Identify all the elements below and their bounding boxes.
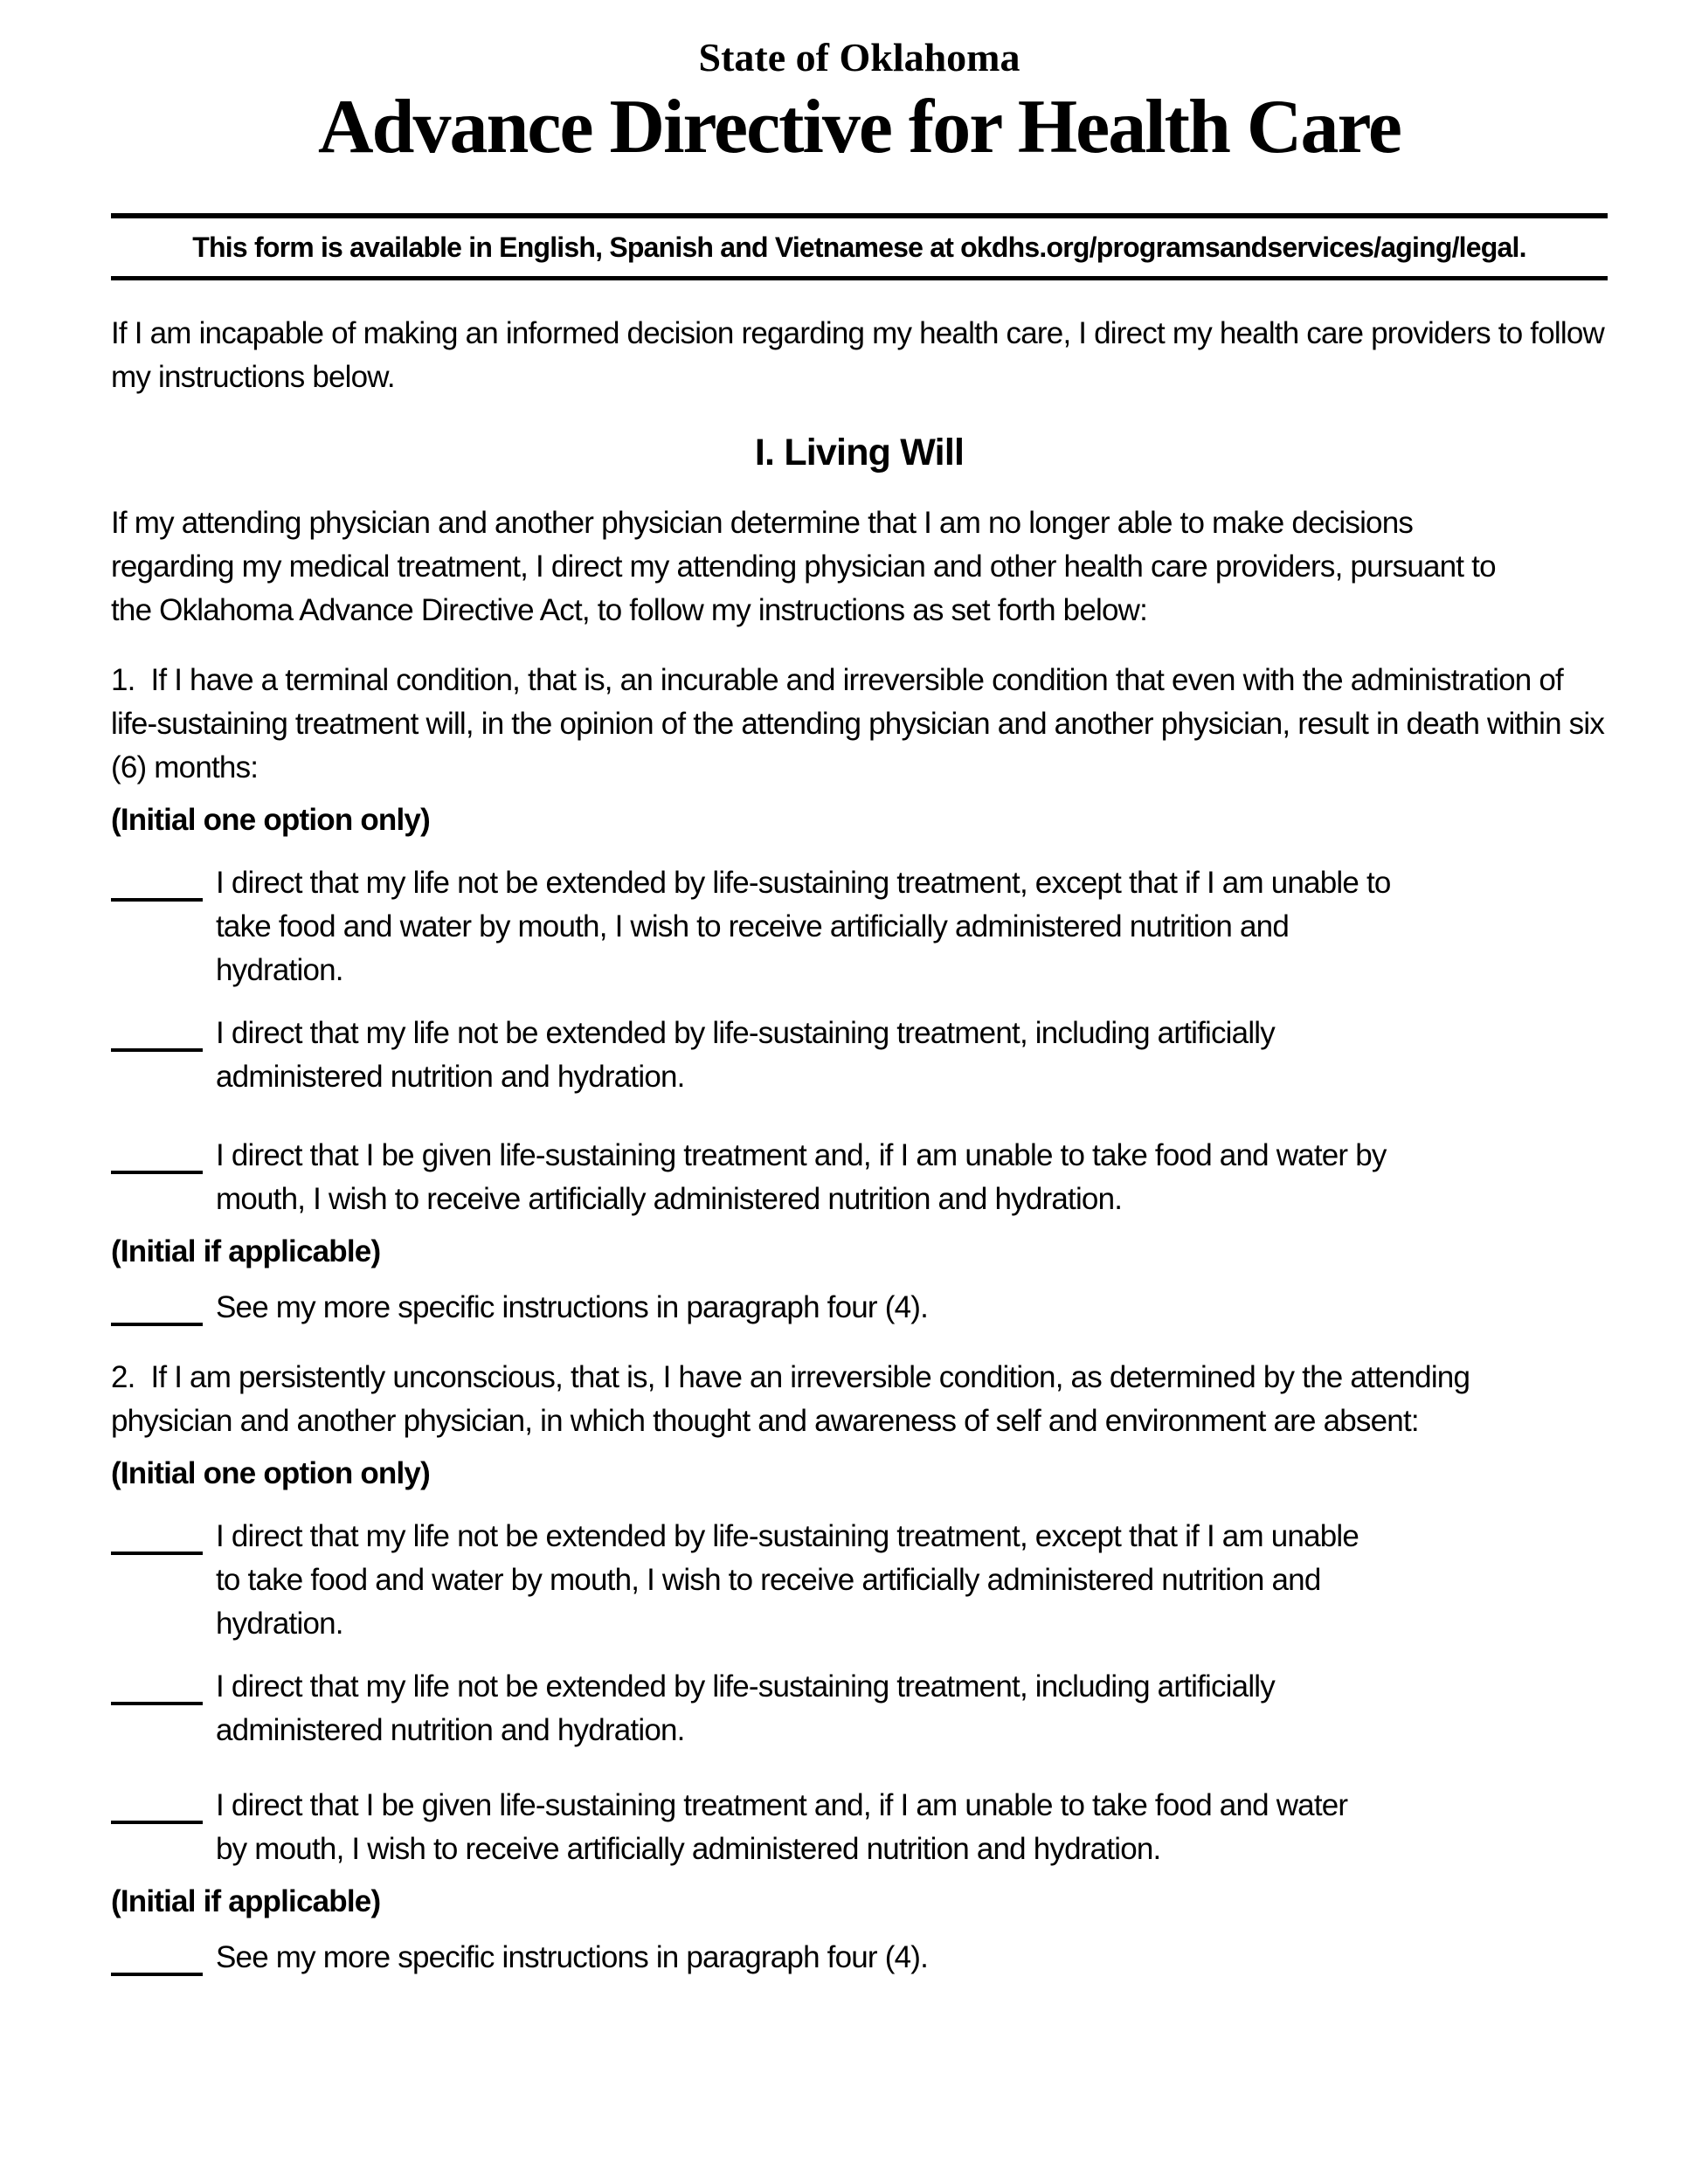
option-text: I direct that my life not be extended by life-sustaining treatment, except that if I am unable to take food and water by mouth, I wish to receive artificially administered nutrition and hydration. [216,1519,1359,1641]
option-item [111,861,1422,992]
option-item [111,1784,1373,1871]
state-name: State of Oklahoma [698,35,1020,79]
initials-blank-line[interactable] [111,1545,203,1555]
paragraph-1: 1. If I have a terminal condition, that is, an incurable and irreversible condition that even with the administration of life-sustaining treatment will, in the opinion of the attending physician and another physician, result in death within six (6) months: [111,663,1612,784]
initial-one-option-label: (Initial one option only) [111,803,430,837]
living-will-heading: I. Living Will [754,432,965,473]
paragraph-2: 2. If I am persistently unconscious, that is, I have an irreversible condition, as determined by the attending physician and another physician, in which thought and awareness of self and environment are absent: [111,1360,1478,1438]
option-text: I direct that I be given life-sustaining treatment and, if I am unable to take food and water by mouth, I wish to receive artificially administered nutrition and hydration. [216,1138,1387,1216]
page-title: Advance Directive for Health Care [317,85,1401,169]
initial-one-option-label: (Initial one option only) [111,1456,430,1490]
option-text: I direct that my life not be extended by life-sustaining treatment, except that if I am unable to take food and water by mouth, I wish to receive artificially administered nutrition and hydration. [216,866,1391,987]
section-terminal-condition [111,659,1612,1330]
option-item [111,1515,1373,1646]
option-text: I direct that my life not be extended by life-sustaining treatment, including artificially administered nutrition and hydration. [216,1669,1275,1747]
see-more-item [111,1286,1608,1330]
availability-banner [111,213,1608,280]
see-more-text: See my more specific instructions in paragraph four (4). [216,1290,929,1324]
initials-blank-line[interactable] [111,1966,203,1976]
divider-line-bottom [111,276,1608,280]
initials-blank-line[interactable] [111,1695,203,1705]
initial-if-applicable-label: (Initial if applicable) [111,1234,381,1268]
living-will-intro: If my attending physician and another physician determine that I am no longer able to make decisions regarding my medical treatment, I direct my attending physician and other health care providers, pursuant to the Oklahoma Advance Directive Act, to follow my instructions as set forth below: [111,506,1496,627]
option-text: I direct that I be given life-sustaining treatment and, if I am unable to take food and water by mouth, I wish to receive artificially administered nutrition and hydration. [216,1788,1348,1866]
see-more-text: See my more specific instructions in paragraph four (4). [216,1940,929,1974]
document-header [111,35,1608,171]
initials-blank-line[interactable] [111,1164,203,1174]
option-item [111,1012,1422,1099]
option-item [111,1134,1422,1221]
intro-paragraph: If I am incapable of making an informed decision regarding my health care, I direct my health care providers to follow my instructions below. [111,316,1604,394]
initials-blank-line[interactable] [111,1316,203,1326]
initials-blank-line[interactable] [111,1814,203,1824]
initials-blank-line[interactable] [111,891,203,902]
see-more-item [111,1936,1608,1980]
option-item [111,1665,1373,1752]
initials-blank-line[interactable] [111,1041,203,1052]
availability-text: This form is available in English, Spanish and Vietnamese at okdhs.org/programsandservices/aging/legal. [192,232,1526,263]
initial-if-applicable-label: (Initial if applicable) [111,1884,381,1918]
section-persistently-unconscious [111,1356,1608,1980]
option-text: I direct that my life not be extended by life-sustaining treatment, including artificially administered nutrition and hydration. [216,1016,1275,1094]
